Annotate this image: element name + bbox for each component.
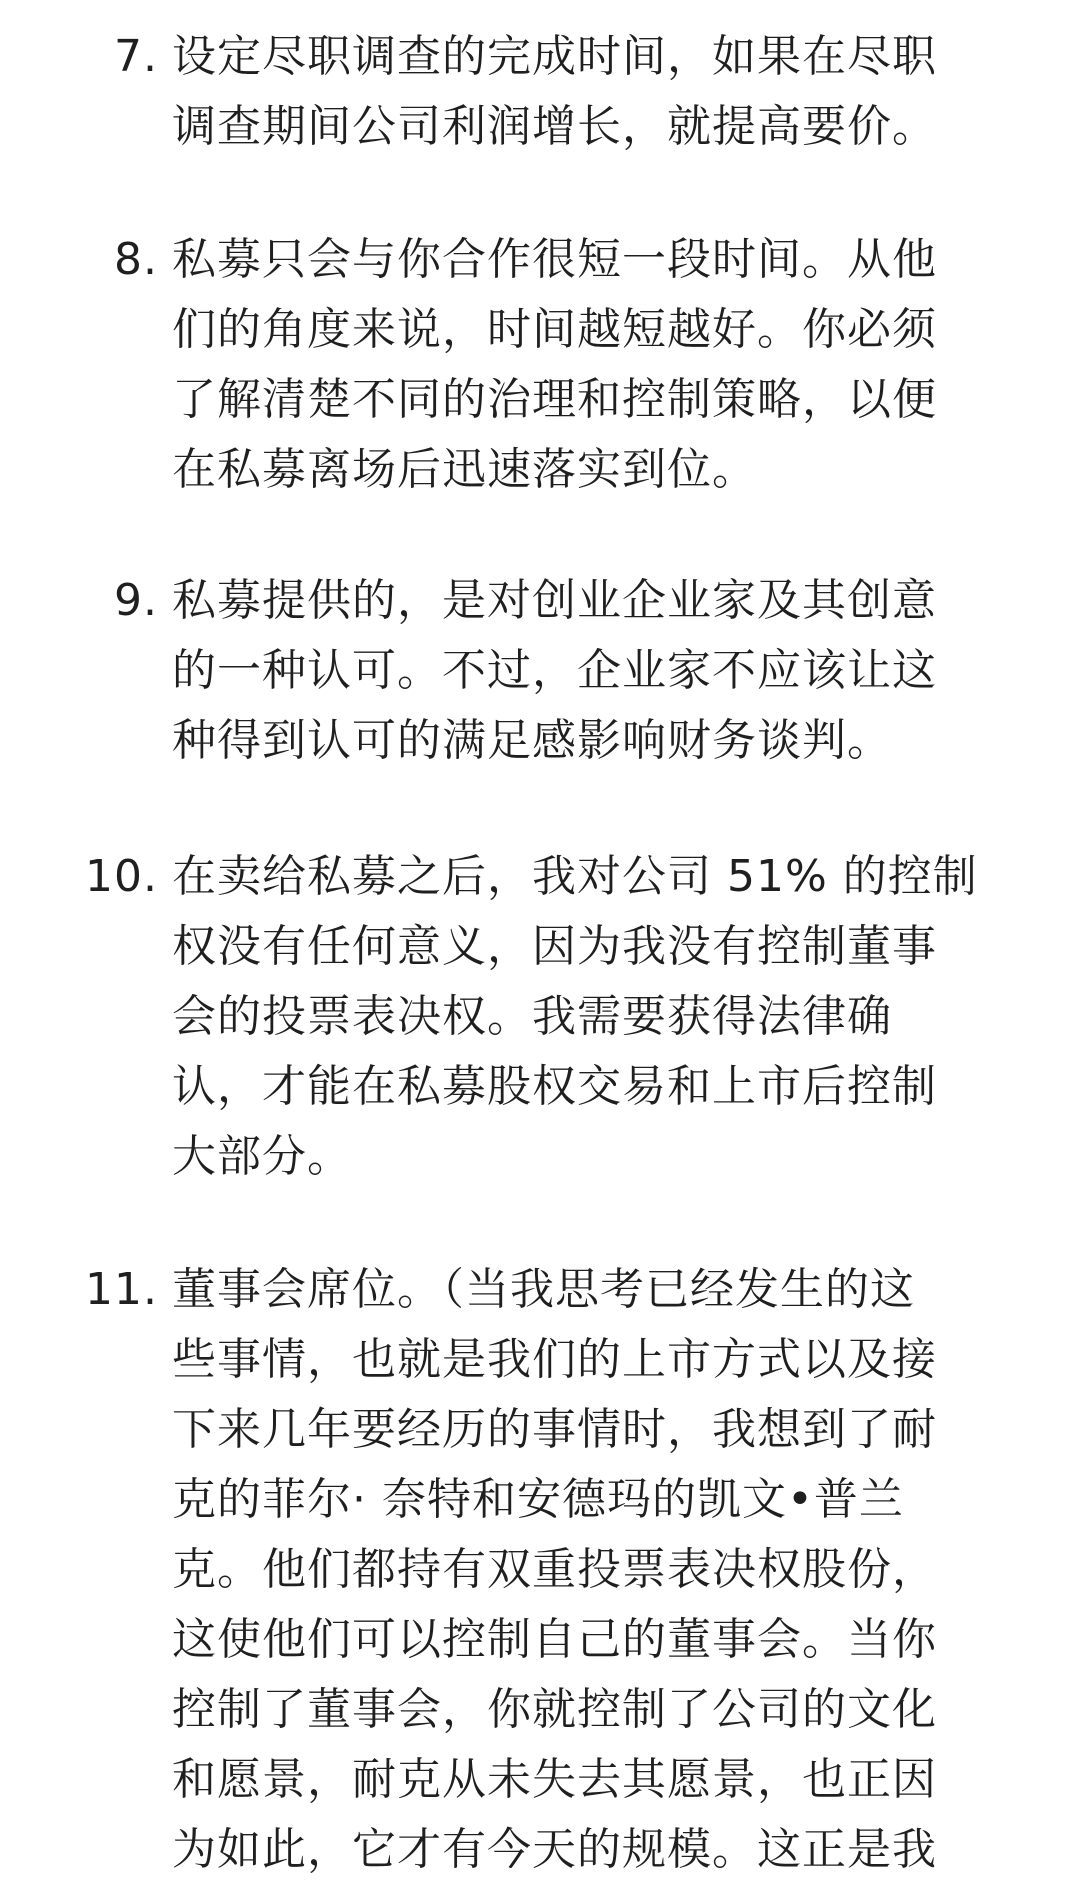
text-line: 大部分。: [172, 1131, 352, 1182]
text-line: 会的投票表决权。我需要获得法律确: [172, 991, 892, 1042]
text-line: 克的菲尔· 奈特和安德玛的凯文•普兰: [172, 1474, 904, 1525]
item-text: [172, 842, 1012, 1192]
text-line: 权没有任何意义，因为我没有控制董事: [172, 921, 937, 972]
text-line: 了解清楚不同的治理和控制策略，以便: [172, 374, 937, 425]
text-line: 种得到认可的满足感影响财务谈判。: [172, 715, 892, 766]
text-line: 私募只会与你合作很短一段时间。从他: [172, 234, 937, 285]
item-number: 8.: [114, 234, 158, 285]
item-number: 11.: [85, 1264, 158, 1315]
text-line: 这使他们可以控制自己的董事会。当你: [172, 1614, 937, 1665]
text-line: 在私募离场后迅速落实到位。: [172, 444, 757, 495]
item-text: [172, 1255, 1012, 1885]
text-line: 克。他们都持有双重投票表决权股份，: [172, 1544, 937, 1595]
text-line: 私募提供的，是对创业企业家及其创意: [172, 575, 937, 626]
text-line: 和愿景，耐克从未失去其愿景，也正因: [172, 1754, 937, 1805]
item-text: [172, 566, 1012, 776]
text-line: 为如此，它才有今天的规模。这正是我: [172, 1824, 937, 1875]
item-number: 9.: [114, 575, 158, 626]
text-line: 调查期间公司利润增长，就提高要价。: [172, 101, 937, 152]
text-line: 设定尽职调查的完成时间，如果在尽职: [172, 31, 937, 82]
text-line: 下来几年要经历的事情时，我想到了耐: [172, 1404, 937, 1455]
text-line: 控制了董事会，你就控制了公司的文化: [172, 1684, 937, 1735]
item-number: 7.: [114, 31, 158, 82]
text-line: 们的角度来说，时间越短越好。你必须: [172, 304, 937, 355]
item-number: 10.: [85, 851, 158, 902]
item-text: [172, 22, 1012, 162]
text-line: 在卖给私募之后，我对公司 51% 的控制: [172, 851, 978, 902]
item-text: [172, 225, 1012, 505]
text-line: 董事会席位。（当我思考已经发生的这: [172, 1264, 915, 1315]
text-line: 些事情，也就是我们的上市方式以及接: [172, 1334, 937, 1385]
text-line: 认，才能在私募股权交易和上市后控制: [172, 1061, 937, 1112]
text-line: 的一种认可。不过，企业家不应该让这: [172, 645, 937, 696]
